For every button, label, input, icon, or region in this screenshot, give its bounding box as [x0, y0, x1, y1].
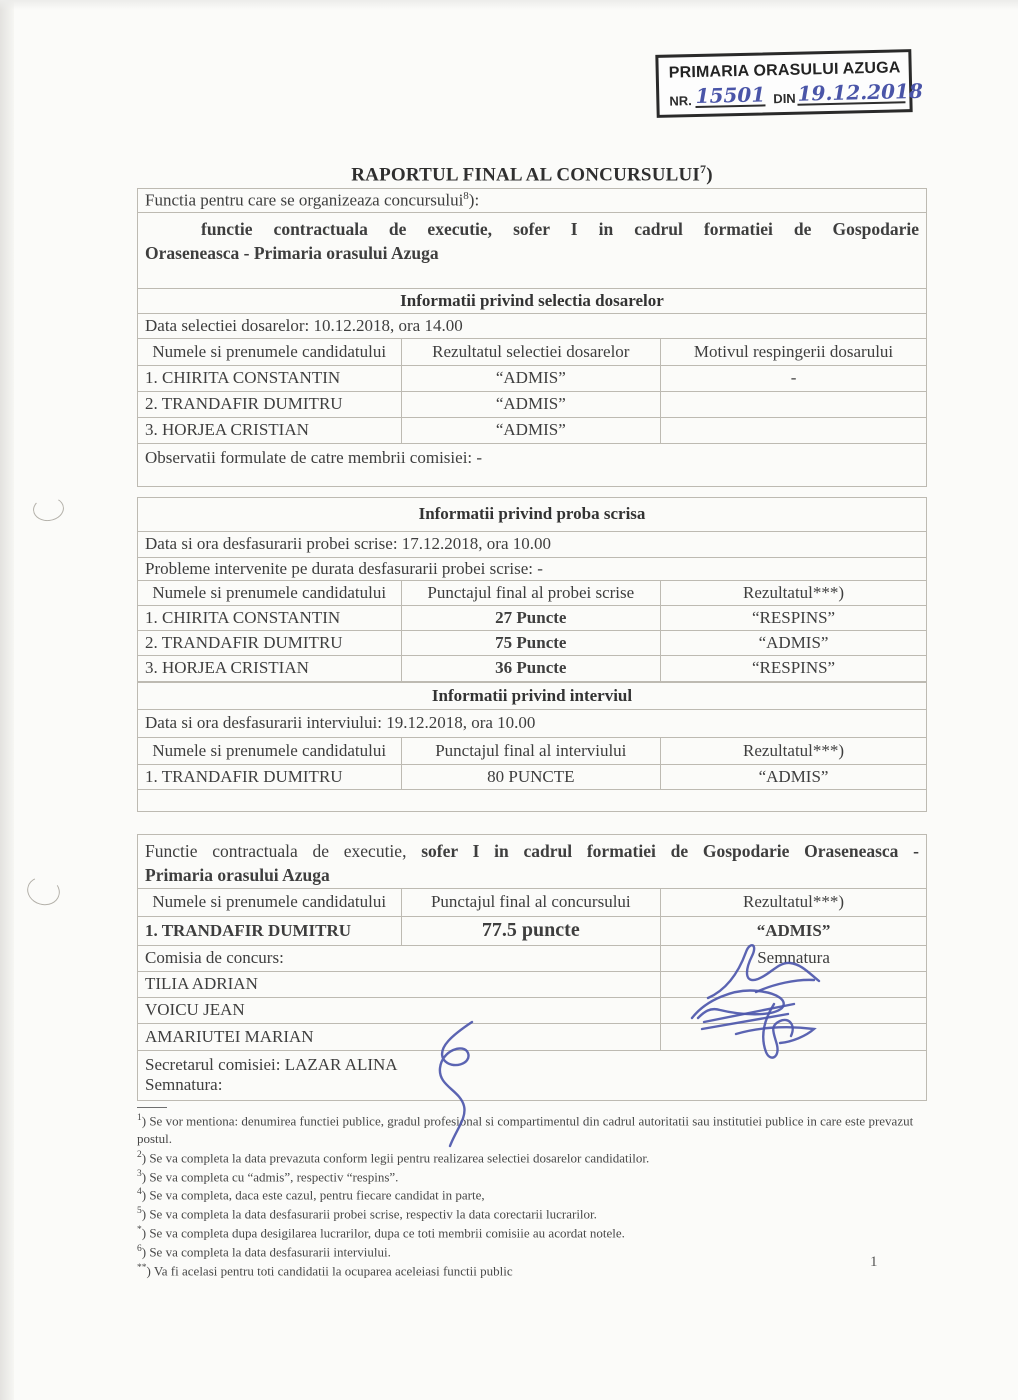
- stamp-din-label: DIN: [773, 90, 796, 107]
- col-header-result: Rezultatul***): [661, 737, 927, 764]
- cell-score: 75 Puncte: [401, 630, 661, 655]
- final-columns-row: [138, 888, 927, 916]
- commission-member-name: TILIA ADRIAN: [138, 971, 661, 997]
- commission-member-name: AMARIUTEI MARIAN: [138, 1023, 661, 1050]
- footnote: **) Va fi acelasi pentru toti candidatii la ocuparea aceleiasi functii public: [137, 1262, 513, 1278]
- section-header-interview: Informatii privind interviul: [138, 682, 927, 709]
- function-value-row: [138, 212, 927, 288]
- selection-columns-row: [138, 338, 927, 365]
- table-row: [138, 365, 927, 391]
- section-header-selection: Informatii privind selectia dosarelor: [138, 288, 927, 313]
- punch-hole-mark: [31, 495, 65, 523]
- stamp-organization: PRIMARIA ORASULUI AZUGA: [668, 59, 901, 82]
- col-header-candidate: Numele si prenumele candidatului: [138, 580, 402, 605]
- signature-cell: [661, 997, 927, 1023]
- table-row: [138, 655, 927, 681]
- cell-score: 80 PUNCTE: [401, 764, 661, 789]
- cell-candidate-name: 1. TRANDAFIR DUMITRU: [138, 916, 402, 945]
- footnotes: [137, 1112, 927, 1281]
- col-header-score: Punctajul final al interviului: [401, 737, 661, 764]
- registration-stamp: [655, 49, 924, 118]
- written-problems: Probleme intervenite pe durata desfasurarii probei scrise: -: [138, 557, 927, 580]
- function-value: functie contractuala de executie, sofer I in cadrul formatiei de Gospodarie Oraseneasca - Primaria orasului Azuga: [138, 212, 927, 288]
- cell-result: “ADMIS”: [401, 391, 661, 417]
- final-job-title: Functie contractuala de executie, sofer I in cadrul formatiei de Gospodarie Oraseneasca - Primaria orasului Azuga: [138, 834, 927, 888]
- col-header-result: Rezultatul selectiei dosarelor: [401, 338, 661, 365]
- table-row: [138, 605, 927, 630]
- cell-candidate-name: 3. HORJEA CRISTIAN: [138, 417, 402, 443]
- secretary-row: [138, 1050, 927, 1100]
- footnote: $^1$) Se vor mentiona: denumirea functiei publice, gradul profesional si compartimentul din cadrul autoritatii sau institutiei publice in care este prevazut postul.: [137, 1112, 914, 1147]
- selection-table: [137, 188, 927, 487]
- punch-hole-mark: [24, 873, 63, 909]
- function-label: Functia pentru care se organizeaza concursului$^8$):: [138, 189, 927, 213]
- cell-result: “ADMIS”: [661, 916, 927, 945]
- footnote-separator: [137, 1107, 167, 1108]
- col-header-candidate: Numele si prenumele candidatului: [138, 338, 402, 365]
- scan-edge: [0, 0, 1018, 10]
- stamp-nr-label: NR.: [669, 93, 692, 109]
- cell-reason: [661, 391, 927, 417]
- stamp-din-value-handwritten: 19.12.2018: [797, 78, 924, 106]
- written-date-row: [138, 531, 927, 557]
- commission-label: Comisia de concurs:: [138, 945, 661, 971]
- section-header-written: Informatii privind proba scrisa: [138, 497, 927, 531]
- written-columns-row: [138, 580, 927, 605]
- table-row: [138, 764, 927, 789]
- col-header-score: Punctajul final al concursului: [401, 888, 661, 916]
- cell-score: 36 Puncte: [401, 655, 661, 681]
- title-footnote-ref: 7: [700, 162, 707, 176]
- report-body: [137, 188, 927, 1280]
- commission-member-row: [138, 1023, 927, 1050]
- col-header-score: Punctajul final al probei scrise: [401, 580, 661, 605]
- cell-candidate-name: 2. TRANDAFIR DUMITRU: [138, 630, 402, 655]
- cell-candidate-name: 3. HORJEA CRISTIAN: [138, 655, 402, 681]
- cell-result: “RESPINS”: [661, 655, 927, 681]
- function-label-row: [138, 189, 927, 213]
- interview-date: Data si ora desfasurarii interviului: 19.12.2018, ora 10.00: [138, 709, 927, 737]
- stamp-nr-value-handwritten: 15501: [695, 82, 766, 109]
- empty-row: [138, 789, 927, 811]
- interview-date-row: [138, 709, 927, 737]
- cell-result: “ADMIS”: [661, 630, 927, 655]
- cell-result: “ADMIS”: [401, 365, 661, 391]
- commission-member-row: [138, 997, 927, 1023]
- interview-columns-row: [138, 737, 927, 764]
- footnote: $^3$) Se va completa cu “admis”, respectiv “respins”.: [137, 1168, 399, 1184]
- table-row: [138, 916, 927, 945]
- cell-reason: -: [661, 365, 927, 391]
- section-header-row: [138, 682, 927, 709]
- cell-result: “ADMIS”: [401, 417, 661, 443]
- document-title: RAPORTUL FINAL AL CONCURSULUI$^7$): [351, 162, 713, 186]
- cell-score: 77.5 puncte: [401, 916, 661, 945]
- written-problems-row: [138, 557, 927, 580]
- signature-column-header: Semnatura: [661, 945, 927, 971]
- footnote: *) Se va completa dupa desigilarea lucrarilor, dupa ce toti membrii comisiie au acordat notele.: [137, 1225, 625, 1241]
- col-header-candidate: Numele si prenumele candidatului: [138, 888, 402, 916]
- cell-candidate-name: 1. TRANDAFIR DUMITRU: [138, 764, 402, 789]
- col-header-result: Rezultatul***): [661, 888, 927, 916]
- observations-row: [138, 443, 927, 486]
- empty-cell: [138, 789, 927, 811]
- cell-reason: [661, 417, 927, 443]
- final-result-table: [137, 834, 927, 1101]
- signature-cell: [661, 971, 927, 997]
- selection-date: Data selectiei dosarelor: 10.12.2018, ora 14.00: [138, 313, 927, 338]
- scan-edge: [0, 0, 14, 1400]
- cell-score: 27 Puncte: [401, 605, 661, 630]
- table-row: [138, 417, 927, 443]
- col-header-candidate: Numele si prenumele candidatului: [138, 737, 402, 764]
- written-date: Data si ora desfasurarii probei scrise: 17.12.2018, ora 10.00: [138, 531, 927, 557]
- observations: Observatii formulate de catre membrii comisiei: -: [138, 443, 927, 486]
- function-footnote-ref: 8: [463, 190, 469, 202]
- table-row: [138, 630, 927, 655]
- selection-date-row: [138, 313, 927, 338]
- footnote: $^2$) Se va completa la data prevazuta conform legii pentru realizarea selectiei dosarelor candidatilor.: [137, 1149, 650, 1166]
- section-header-row: [138, 497, 927, 531]
- cell-result: “RESPINS”: [661, 605, 927, 630]
- cell-candidate-name: 1. CHIRITA CONSTANTIN: [138, 365, 402, 391]
- table-row: [138, 391, 927, 417]
- written-test-table: [137, 497, 927, 682]
- interview-table: [137, 682, 927, 812]
- final-job-row: [138, 834, 927, 888]
- page-number: 1: [870, 1254, 878, 1270]
- cell-result: “ADMIS”: [661, 764, 927, 789]
- footnote: $^6$) Se va completa la data desfasurarii interviului.: [137, 1243, 391, 1260]
- cell-candidate-name: 2. TRANDAFIR DUMITRU: [138, 391, 402, 417]
- commission-member-name: VOICU JEAN: [138, 997, 661, 1023]
- footnote: $^4$) Se va completa, daca este cazul, pentru fiecare candidat in parte,: [137, 1187, 485, 1203]
- secretary-signature-label: Semnatura:: [145, 1074, 223, 1094]
- commission-header-row: [138, 945, 927, 971]
- col-header-result: Rezultatul***): [661, 580, 927, 605]
- cell-candidate-name: 1. CHIRITA CONSTANTIN: [138, 605, 402, 630]
- section-header-row: [138, 288, 927, 313]
- footnote: $^5$) Se va completa la data desfasurarii probei scrise, respectiv la data corectarii lucrarilor.: [137, 1206, 597, 1222]
- secretary: Secretarul comisiei: LAZAR ALINA Semnatura:: [138, 1050, 927, 1100]
- signature-cell: [661, 1023, 927, 1050]
- col-header-reason: Motivul respingerii dosarului: [661, 338, 927, 365]
- commission-member-row: [138, 971, 927, 997]
